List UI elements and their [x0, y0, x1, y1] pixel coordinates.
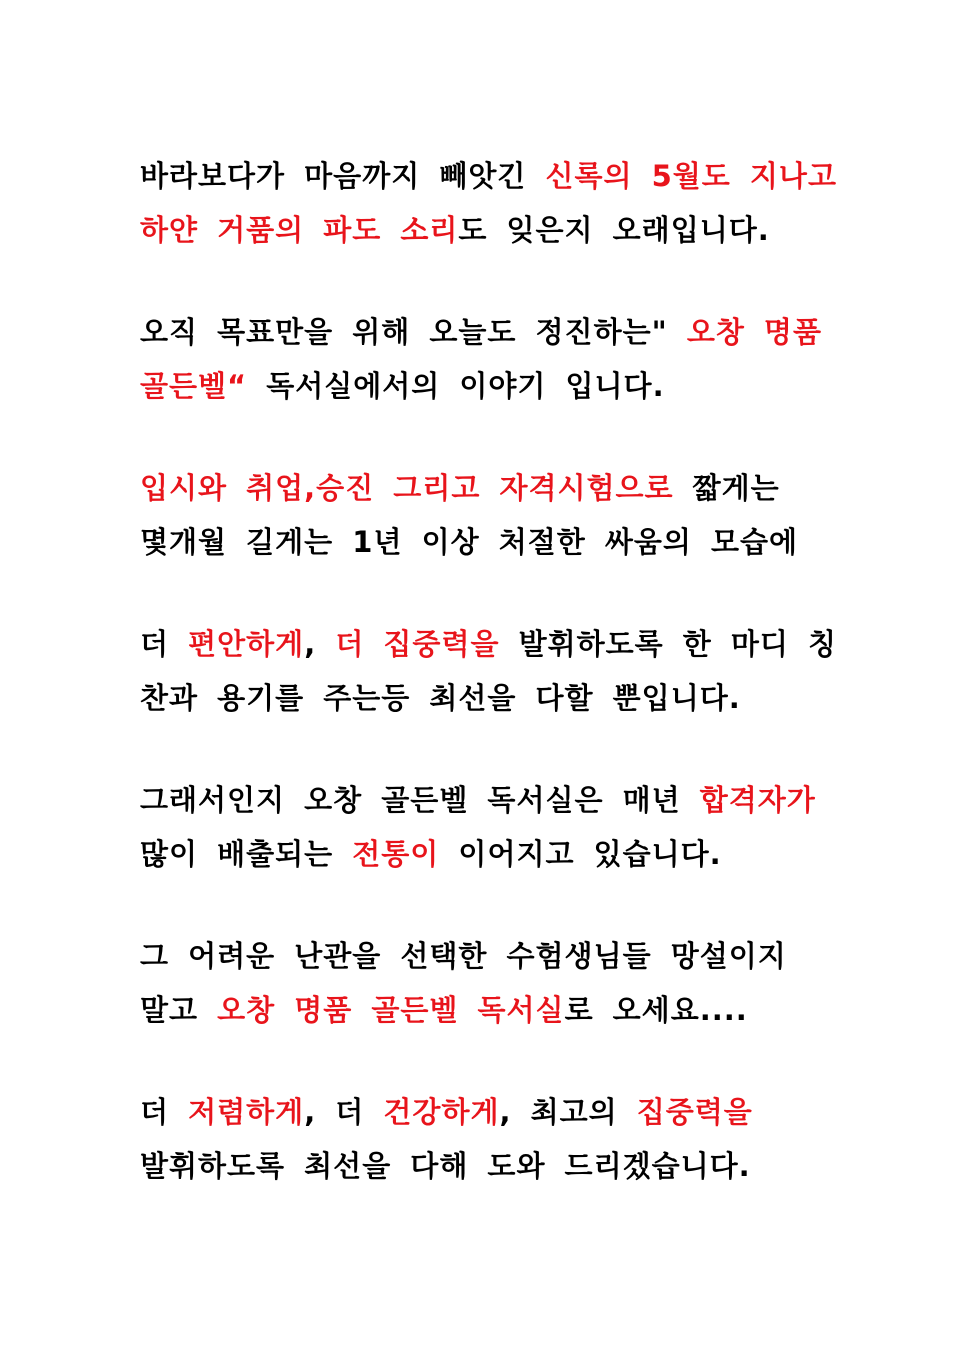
text-line	[140, 468, 840, 508]
highlight-span: 집중력을	[636, 1095, 753, 1129]
text-line	[140, 522, 840, 562]
text-span: 많이 배출되는	[140, 837, 353, 871]
text-span: 이어지고 있습니다.	[439, 837, 722, 871]
text-span: 도 잊은지 오래입니다.	[458, 213, 770, 247]
text-span: 그 어려운 난관을 선택한 수험생님들 망설이지	[140, 939, 787, 973]
highlight-span: 전통이	[352, 837, 440, 871]
text-span: 독서실에서의 이야기 입니다.	[247, 369, 665, 403]
text-line	[140, 312, 840, 352]
text-span: , 최고의	[499, 1095, 637, 1129]
text-span: 오직 목표만을 위해 오늘도 정진하는"	[140, 315, 687, 349]
text-span: ,	[304, 627, 336, 661]
text-span: 말고	[140, 993, 218, 1027]
highlight-span: 오창 명품	[686, 315, 822, 349]
text-span: 발휘하도록 한 마디 칭	[499, 627, 837, 661]
highlight-span: 저렴하게	[188, 1095, 305, 1129]
text-line	[140, 156, 840, 196]
highlight-span: 골든벨“	[140, 369, 248, 403]
text-line	[140, 990, 840, 1030]
highlight-span: 오창 명품 골든벨 독서실	[217, 993, 565, 1027]
highlight-span: 더 집중력을	[335, 627, 500, 661]
text-span: 로 오세요....	[564, 993, 748, 1027]
text-span: 그래서인지 오창 골든벨 독서실은 매년	[140, 783, 700, 817]
text-line	[140, 780, 840, 820]
highlight-span: 편안하게	[188, 627, 305, 661]
text-span: , 더	[304, 1095, 384, 1129]
text-span: 더	[140, 1095, 189, 1129]
text-span: 찬과 용기를 주는등 최선을 다할 뿐입니다.	[140, 681, 741, 715]
highlight-span: 입시와 취업,승진 그리고 자격시험으로	[140, 471, 674, 505]
text-line	[140, 366, 840, 406]
text-span: 짧게는	[673, 471, 780, 505]
text-line	[140, 678, 840, 718]
text-line	[140, 1146, 840, 1186]
highlight-span: 신록의 5월도 지나고	[545, 159, 837, 193]
text-span: 더	[140, 627, 189, 661]
text-line	[140, 936, 840, 976]
text-span: 바라보다가 마음까지 빼앗긴	[140, 159, 546, 193]
text-line	[140, 210, 840, 250]
highlight-span: 건강하게	[383, 1095, 500, 1129]
text-line	[140, 834, 840, 874]
text-line	[140, 624, 840, 664]
text-line	[140, 1092, 840, 1132]
highlight-span: 합격자가	[699, 783, 816, 817]
text-span: 발휘하도록 최선을 다해 도와 드리겠습니다.	[140, 1149, 751, 1183]
text-span: 몇개월 길게는 1년 이상 처절한 싸움의 모습에	[140, 525, 799, 559]
highlight-span: 하얀 거품의 파도 소리	[140, 213, 459, 247]
